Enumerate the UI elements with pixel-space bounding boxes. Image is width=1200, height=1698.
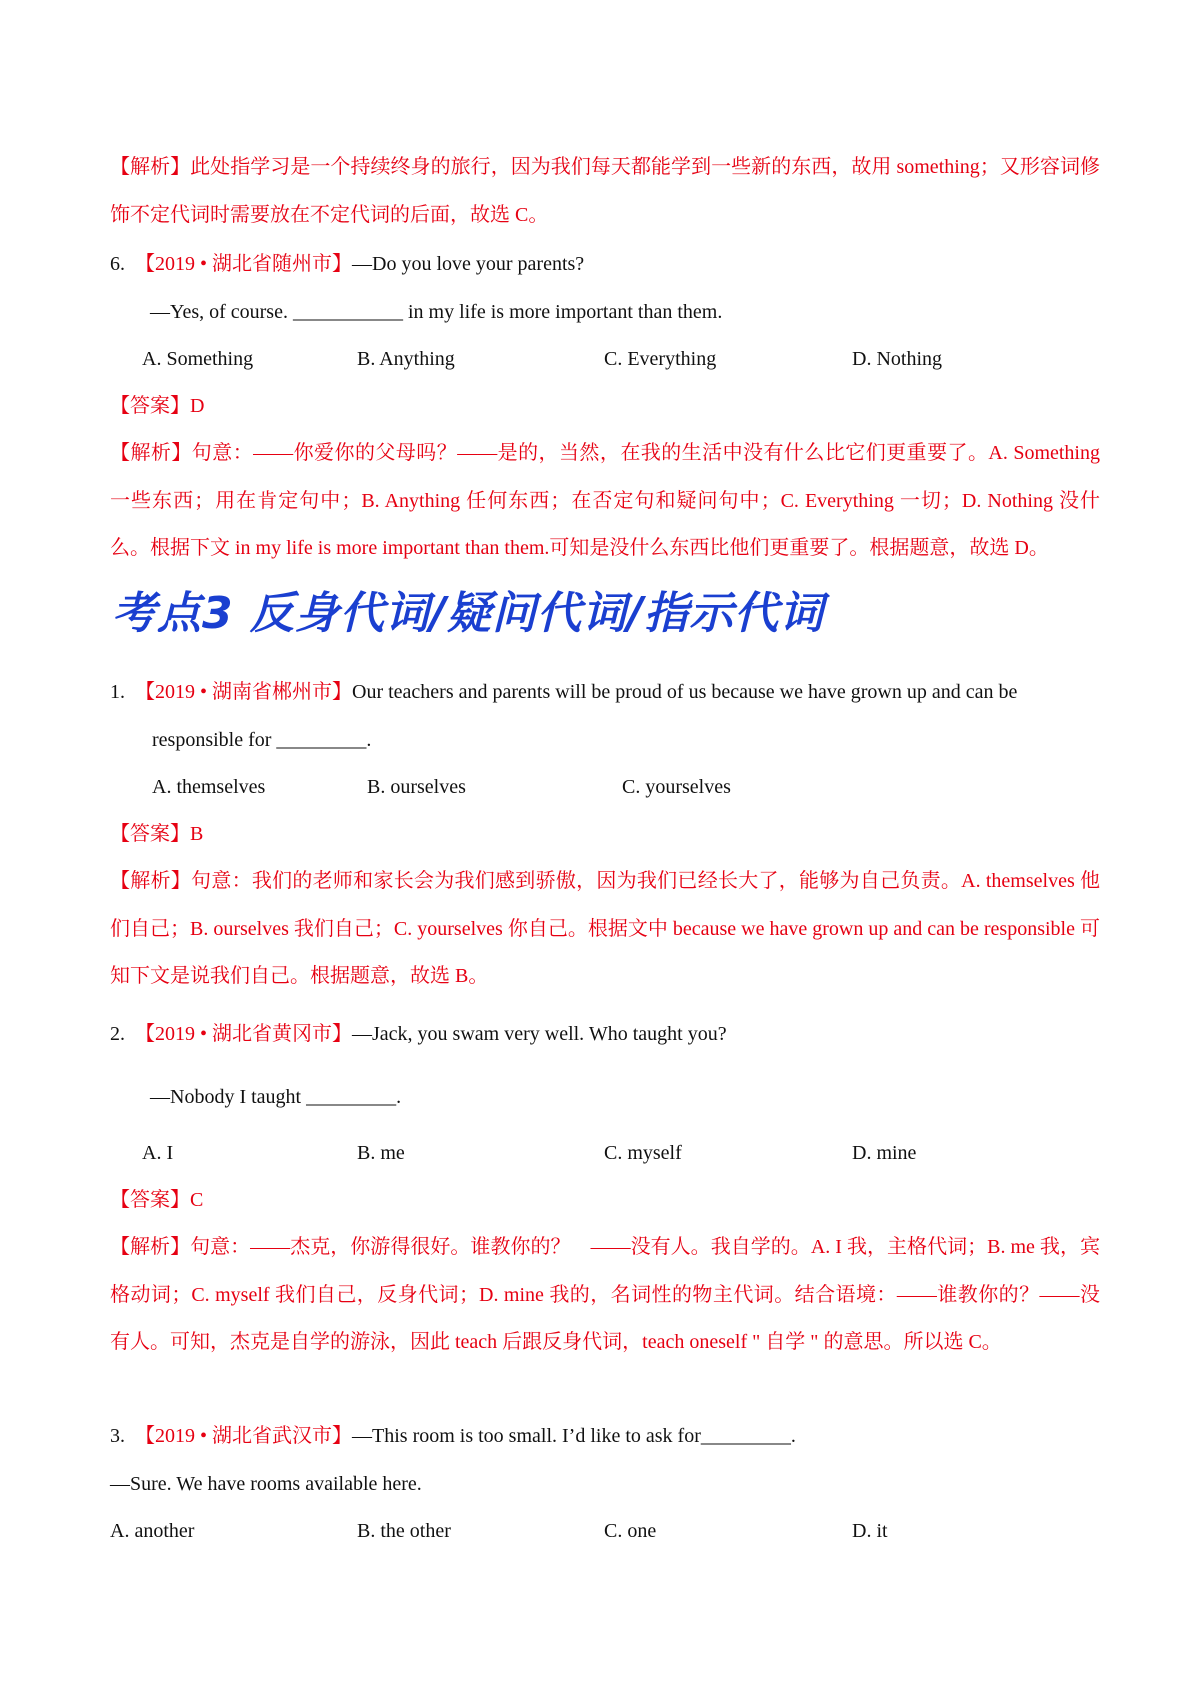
option-b: B. the other <box>357 1520 451 1542</box>
question-6-line2: —Yes, of course. ___________ in my life is more important than them. <box>150 301 723 323</box>
question-source: 【2019 • 湖北省武汉市】 <box>135 1425 353 1447</box>
question-2 <box>110 1020 727 1048</box>
question-number: 6. <box>110 253 125 275</box>
question-source: 【2019 • 湖南省郴州市】 <box>135 681 353 703</box>
option-b: B. ourselves <box>367 776 466 798</box>
option-c: C. myself <box>604 1142 682 1164</box>
option-d: D. Nothing <box>852 348 942 370</box>
question-source: 【2019 • 湖北省黄冈市】 <box>135 1023 353 1045</box>
option-a: A. I <box>142 1142 174 1164</box>
question-number: 2. <box>110 1023 125 1045</box>
section-heading: 考点3 反身代词/疑问代词/指示代词 <box>112 588 825 639</box>
option-c: C. one <box>604 1520 657 1542</box>
question-number: 3. <box>110 1425 125 1447</box>
question-2-line2: —Nobody I taught _________. <box>150 1086 402 1108</box>
option-d: D. it <box>852 1520 888 1542</box>
option-a: A. themselves <box>152 776 266 798</box>
question-stem: —This room is too small. I’d like to ask for_________. <box>352 1425 796 1447</box>
question-number: 1. <box>110 681 125 703</box>
question-3 <box>110 1422 796 1450</box>
option-c: C. yourselves <box>622 776 731 798</box>
question-stem: —Do you love your parents? <box>352 253 585 275</box>
option-a: A. Something <box>142 348 254 370</box>
option-d: D. mine <box>852 1142 917 1164</box>
question-6 <box>110 250 584 278</box>
option-c: C. Everything <box>604 348 717 370</box>
answer-line: 【答案】C <box>110 1189 204 1211</box>
analysis-paragraph: 【解析】句意：——杰克，你游得很好。谁教你的？ ——没有人。我自学的。A. I 我，主格代词；B. me 我，宾格动词；C. myself 我们自己，反身代词；D. mine 我的，名词性的物主代词。结合语境：——谁教你的？——没有人。可知，杰克是自学的游泳，因此 teach 后跟反身代词，teach oneself " 自学 " 的意思。所以选 C。 <box>110 1236 1100 1353</box>
option-b: B. me <box>357 1142 405 1164</box>
question-stem: Our teachers and parents will be proud of us because we have grown up and can be <box>352 681 1018 703</box>
question-source: 【2019 • 湖北省随州市】 <box>135 253 353 275</box>
answer-line: 【答案】D <box>110 395 205 417</box>
question-1-line2: responsible for _________. <box>152 729 372 751</box>
analysis-paragraph: 【解析】此处指学习是一个持续终身的旅行，因为我们每天都能学到一些新的东西，故用 something；又形容词修饰不定代词时需要放在不定代词的后面，故选 C。 <box>110 156 1100 226</box>
answer-line: 【答案】B <box>110 823 204 845</box>
question-stem: —Jack, you swam very well. Who taught you? <box>352 1023 727 1045</box>
analysis-paragraph: 【解析】句意：我们的老师和家长会为我们感到骄傲，因为我们已经长大了，能够为自己负责。A. themselves 他们自己；B. ourselves 我们自己；C. yourselves 你自己。根据文中 because we have grown up and can be responsible 可知下文是说我们自己。根据题意，故选 B。 <box>110 870 1100 987</box>
analysis-paragraph: 【解析】句意：——你爱你的父母吗？——是的，当然，在我的生活中没有什么比它们更重要了。A. Something 一些东西；用在肯定句中；B. Anything 任何东西；在否定句和疑问句中；C. Everything 一切；D. Nothing 没什么。根据下文 in my life is more important than them.可知是没什么东西比他们更重要了。根据题意，故选 D。 <box>110 442 1100 559</box>
option-a: A. another <box>110 1520 195 1542</box>
question-1 <box>110 678 1017 706</box>
question-3-line2: —Sure. We have rooms available here. <box>110 1473 422 1495</box>
option-b: B. Anything <box>357 348 455 370</box>
